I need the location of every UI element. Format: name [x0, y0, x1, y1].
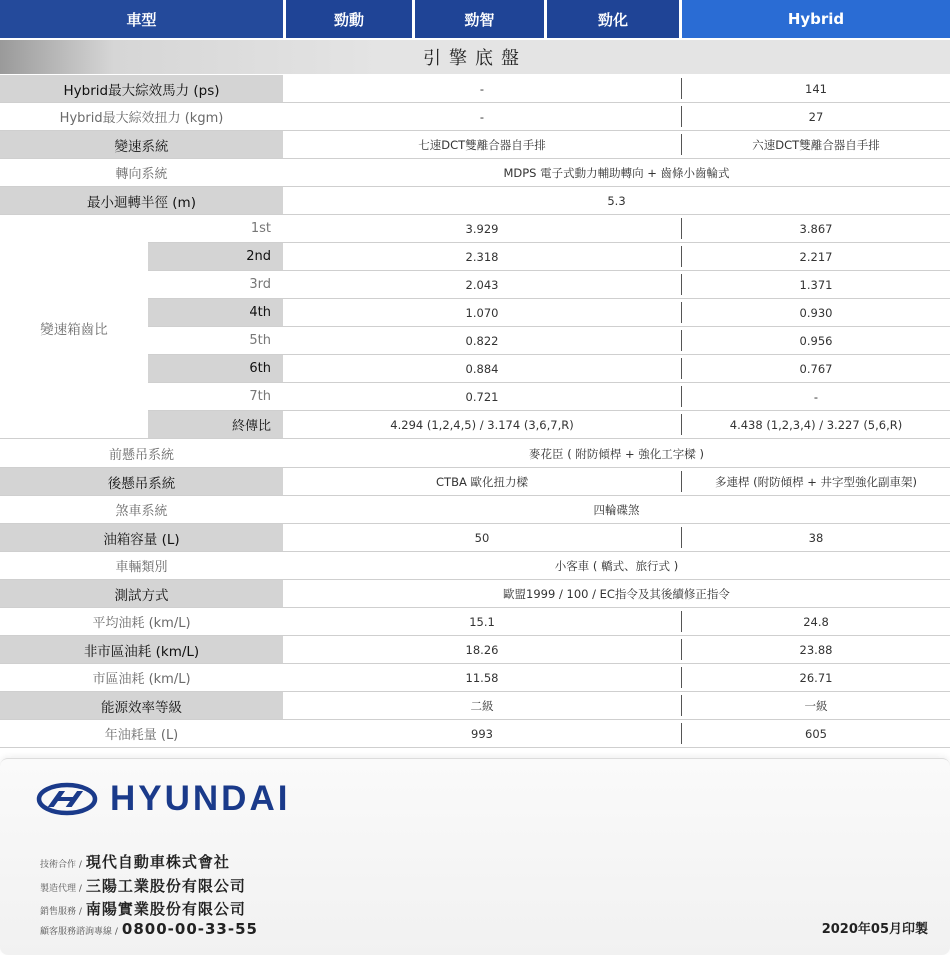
spec-label: 市區油耗 (km/L) [0, 664, 283, 691]
spec-row [0, 720, 950, 748]
credit-tech [40, 851, 230, 872]
spec-value-gas: - [479, 109, 485, 124]
credit-role: 技術合作 / [40, 860, 82, 870]
column-divider [681, 611, 682, 632]
credit-sales [40, 898, 246, 919]
gear-label: 3rd [148, 271, 283, 298]
spec-value-hybrid: 27 [808, 109, 824, 124]
spec-label: 年油耗量 (L) [0, 720, 283, 747]
spec-value-gas: 18.26 [465, 642, 499, 657]
print-date: 2020年05月印製 [821, 922, 928, 937]
spec-value-hybrid: 38 [808, 530, 824, 545]
gear-row [0, 243, 950, 271]
column-divider [681, 302, 682, 323]
hyundai-emblem-icon [36, 782, 98, 816]
spec-value-gas: 11.58 [465, 670, 499, 685]
gear-label: 5th [148, 327, 283, 354]
spec-row [0, 608, 950, 636]
spec-label: 前懸吊系統 [0, 440, 283, 467]
spec-value-gas: 七速DCT雙離合器自手排 [418, 137, 546, 152]
column-divider [681, 639, 682, 660]
header-trim-2: 勁智 [415, 0, 544, 38]
spec-label: 油箱容量 (L) [0, 524, 283, 551]
gear-value-gas: 1.070 [465, 305, 499, 320]
spec-label: 轉向系統 [0, 159, 283, 186]
gear-value-gas: 4.294 (1,2,4,5) / 3.174 (3,6,7,R) [390, 417, 574, 432]
column-divider [681, 134, 682, 155]
header-trim-hybrid: Hybrid [682, 0, 950, 38]
gear-value-gas: 2.318 [465, 249, 499, 264]
gear-value-gas: 0.822 [465, 333, 499, 348]
spec-label: 最小迴轉半徑 (m) [0, 187, 283, 214]
column-divider [681, 106, 682, 127]
header-trim-1: 勁動 [286, 0, 412, 38]
column-divider [681, 218, 682, 239]
spec-value-hybrid: 24.8 [803, 614, 829, 629]
gear-row [0, 355, 950, 383]
spec-label: 後懸吊系統 [0, 468, 283, 495]
credit-name: 三陽工業股份有限公司 [85, 877, 246, 895]
credit-role: 銷售服務 / [40, 907, 82, 917]
gear-value-hybrid: 3.867 [799, 221, 833, 236]
credit-name: 現代自動車株式會社 [85, 853, 230, 871]
gear-value-hybrid: - [813, 389, 819, 404]
spec-value-gas: 15.1 [469, 614, 495, 629]
column-divider [681, 274, 682, 295]
spec-label: Hybrid最大綜效扭力 (kgm) [0, 103, 283, 130]
spec-value-gas: 二級 [470, 698, 494, 713]
spec-row [0, 636, 950, 664]
spec-label: 煞車系統 [0, 496, 283, 523]
footer-panel [0, 758, 950, 955]
spec-row [0, 552, 950, 580]
spec-row [0, 159, 950, 187]
gear-value-gas: 0.721 [465, 389, 499, 404]
spec-label: 平均油耗 (km/L) [0, 608, 283, 635]
gear-value-hybrid: 2.217 [799, 249, 833, 264]
spec-value-hybrid: 多連桿 (附防傾桿 + 井字型強化副車架) [714, 474, 918, 489]
column-divider [681, 695, 682, 716]
gear-label: 6th [148, 355, 283, 382]
spec-label: 非市區油耗 (km/L) [0, 636, 283, 663]
gear-label: 7th [148, 383, 283, 410]
spec-row [0, 692, 950, 720]
gear-label: 2nd [148, 243, 283, 270]
credit-role: 製造代理 / [40, 884, 82, 894]
credit-name: 南陽實業股份有限公司 [85, 900, 246, 918]
spec-row [0, 664, 950, 692]
spec-value-all: 5.3 [607, 193, 626, 208]
header-trim-3: 勁化 [547, 0, 679, 38]
row-divider [0, 747, 950, 748]
gear-value-gas: 2.043 [465, 277, 499, 292]
gear-value-hybrid: 0.767 [799, 361, 833, 376]
row-divider [0, 438, 950, 439]
spec-value-gas: 50 [474, 530, 490, 545]
gear-row [0, 327, 950, 355]
gear-label: 1st [148, 215, 283, 242]
spec-label: 測試方式 [0, 580, 283, 607]
spec-value-gas: - [479, 81, 485, 96]
column-divider [681, 78, 682, 99]
gear-value-hybrid: 1.371 [799, 277, 833, 292]
spec-row [0, 580, 950, 608]
gear-label: 終傳比 [148, 411, 283, 438]
gear-row [0, 271, 950, 299]
gear-row [0, 411, 950, 439]
spec-value-hybrid: 605 [805, 726, 827, 741]
spec-value-gas: CTBA 歐化扭力樑 [436, 474, 528, 489]
header-model-label: 車型 [0, 0, 283, 38]
gearbox-label: 變速箱齒比 [0, 215, 148, 440]
column-divider [681, 330, 682, 351]
gear-row [0, 215, 950, 243]
column-divider [681, 386, 682, 407]
spec-label: 能源效率等級 [0, 692, 283, 719]
section-title: 引擎底盤 [0, 40, 950, 74]
column-divider [681, 527, 682, 548]
credit-manufacture [40, 875, 246, 896]
gear-value-hybrid: 4.438 (1,2,3,4) / 3.227 (5,6,R) [729, 417, 903, 432]
spec-value-hybrid: 23.88 [799, 642, 833, 657]
credit-name: 0800-00-33-55 [121, 920, 258, 938]
spec-row [0, 75, 950, 103]
column-divider [681, 246, 682, 267]
spec-value-all: 小客車 ( 轎式、旅行式 ) [554, 558, 679, 573]
column-divider [681, 723, 682, 744]
spec-row [0, 187, 950, 215]
spec-row [0, 440, 950, 468]
column-divider [681, 414, 682, 435]
gear-value-hybrid: 0.930 [799, 305, 833, 320]
gear-value-gas: 3.929 [465, 221, 499, 236]
spec-row [0, 103, 950, 131]
spec-value-all: MDPS 電子式動力輔助轉向 + 齒條小齒輪式 [503, 165, 730, 180]
spec-value-hybrid: 六速DCT雙離合器自手排 [752, 137, 880, 152]
spec-value-hybrid: 141 [805, 81, 827, 96]
credit-role: 顧客服務諮詢專線 / [40, 927, 118, 937]
spec-row [0, 496, 950, 524]
spec-label: Hybrid最大綜效馬力 (ps) [0, 75, 283, 102]
spec-value-gas: 993 [471, 726, 493, 741]
spec-row [0, 524, 950, 552]
column-divider [681, 471, 682, 492]
spec-value-hybrid: 一級 [804, 698, 828, 713]
gear-label: 4th [148, 299, 283, 326]
column-divider [681, 667, 682, 688]
spec-value-hybrid: 26.71 [799, 670, 833, 685]
hyundai-logo [36, 779, 290, 819]
spec-row [0, 468, 950, 496]
gear-value-gas: 0.884 [465, 361, 499, 376]
column-divider [681, 358, 682, 379]
spec-row [0, 131, 950, 159]
spec-label: 變速系統 [0, 131, 283, 158]
gear-row [0, 383, 950, 411]
credit-hotline [40, 920, 258, 938]
gear-value-hybrid: 0.956 [799, 333, 833, 348]
gear-row [0, 299, 950, 327]
spec-value-all: 四輪碟煞 [593, 502, 640, 517]
spec-value-all: 麥花臣 ( 附防傾桿 + 強化工字樑 ) [529, 446, 704, 461]
spec-label: 車輛類別 [0, 552, 283, 579]
spec-value-all: 歐盟1999 / 100 / EC指令及其後續修正指令 [503, 586, 730, 601]
brand-name: HYUNDAI [110, 779, 291, 818]
